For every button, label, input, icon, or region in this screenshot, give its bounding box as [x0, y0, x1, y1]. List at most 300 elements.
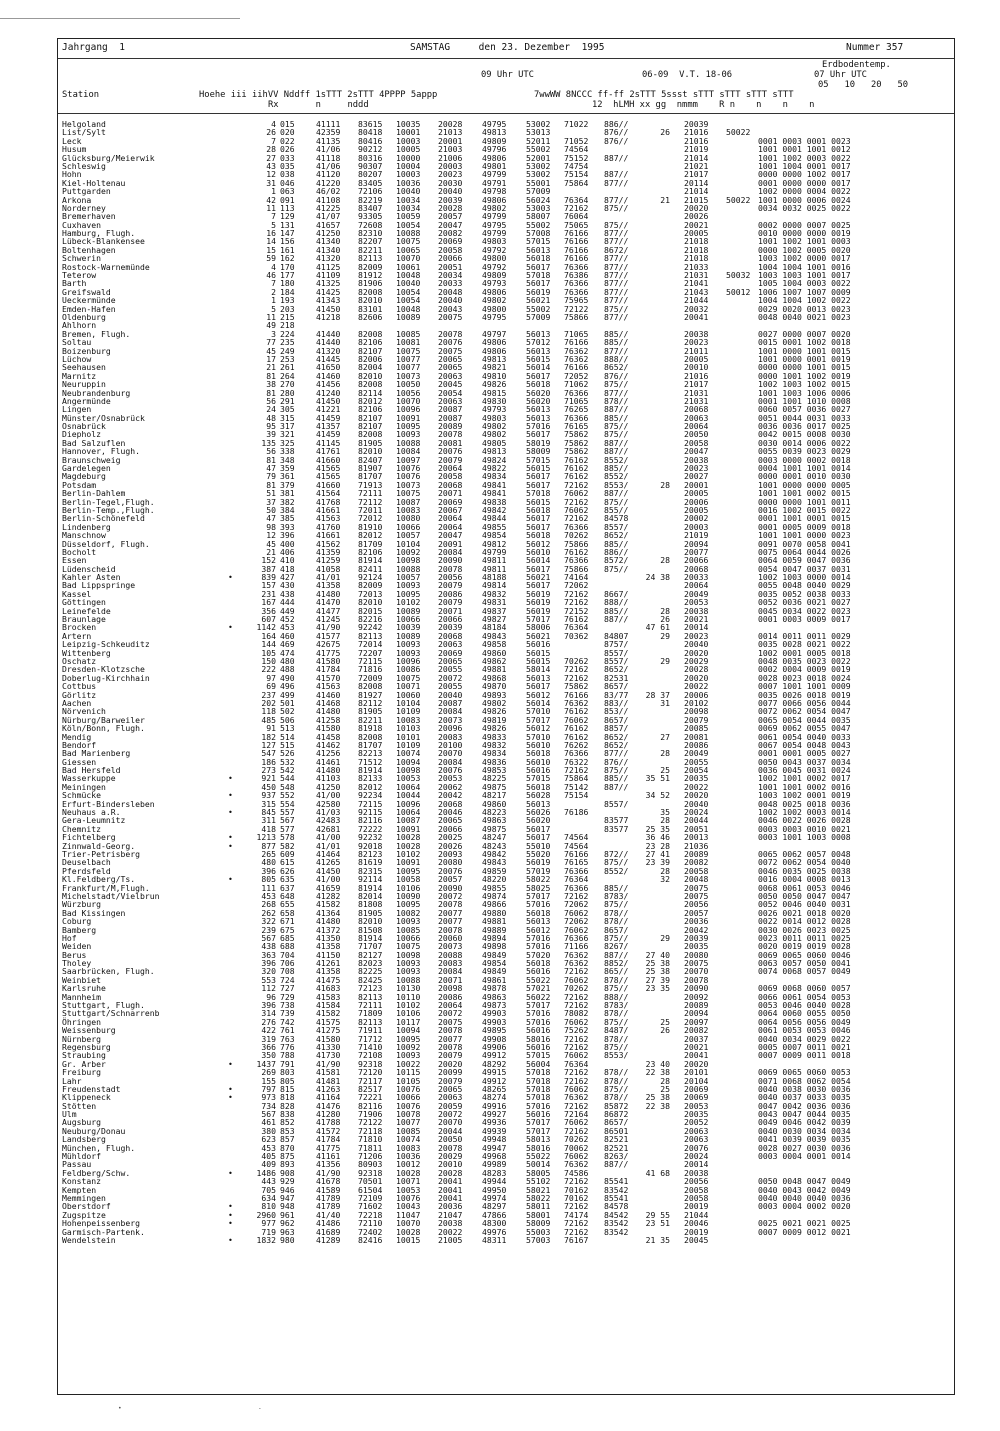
elevation: 27 [266, 152, 276, 163]
soil-temps: 0050 0043 0037 0034 [758, 756, 851, 767]
station-id: 091 [280, 194, 295, 205]
tendency: 57015 [526, 236, 551, 247]
cloud: 877// [604, 253, 629, 264]
gust: 41 68 [645, 1167, 670, 1178]
iihvv: 41577 [316, 630, 341, 641]
cloud: 885// [604, 773, 629, 784]
station-id: 180 [280, 278, 295, 289]
tendency: 57017 [526, 1117, 551, 1128]
pressure: 49813 [482, 127, 507, 138]
soil-temps: 0061 0053 0053 0046 [758, 1025, 851, 1036]
nddff: 82010 [358, 370, 383, 381]
mountain-marker: • [228, 1167, 233, 1178]
max-temp: 10090 [396, 890, 421, 901]
soil-temps: 0042 0015 0008 0030 [758, 429, 851, 440]
nddff: 81808 [358, 899, 383, 910]
pressure: 49906 [482, 1041, 507, 1052]
snow: 50012 [726, 286, 751, 297]
weather: 76366 [564, 412, 589, 423]
weather: 76322 [564, 756, 589, 767]
weather: 76166 [564, 848, 589, 859]
weather: 76166 [564, 228, 589, 239]
cloud: 878// [604, 1033, 629, 1044]
elevation: 164 [261, 630, 276, 641]
min-temp: 20087 [438, 697, 463, 708]
ground-temp: 20013 [684, 832, 709, 843]
max-temp: 10088 [396, 563, 421, 574]
iihvv: 42681 [316, 823, 341, 834]
station-id: 502 [280, 706, 295, 717]
mountain-marker: • [228, 807, 233, 818]
tendency: 56020 [526, 395, 551, 406]
cloud: 872// [604, 848, 629, 859]
ground-temp: 20094 [684, 1008, 709, 1019]
cloud: 8263/ [604, 1151, 629, 1162]
ground-temp: 20021 [684, 614, 709, 625]
max-temp: 10077 [396, 1117, 421, 1128]
gust: 34 52 [645, 790, 670, 801]
weather: 76362 [564, 353, 589, 364]
ground-temp: 20082 [684, 1025, 709, 1036]
ground-temp: 20064 [684, 580, 709, 591]
cloud: 875// [604, 303, 629, 314]
soil-temps: 0045 0034 0022 0023 [758, 605, 851, 616]
weather: 76165 [564, 421, 589, 432]
iihvv: 41460 [316, 689, 341, 700]
elevation: 405 [261, 1151, 276, 1162]
tendency: 50014 [526, 1159, 551, 1170]
tendency: 58022 [526, 874, 551, 885]
mountain-marker: • [228, 840, 233, 851]
iihvv: 42359 [316, 127, 341, 138]
nddff: 72111 [358, 1000, 383, 1011]
tendency: 57015 [526, 773, 551, 784]
nddff: 82010 [358, 916, 383, 927]
tendency: 56020 [526, 387, 551, 398]
station-name: Wendelstein [62, 1234, 116, 1245]
pressure: 49912 [482, 1050, 507, 1061]
tendency: 56020 [526, 815, 551, 826]
ground-temp: 21015 [684, 194, 709, 205]
iihvv: 41/01 [316, 572, 341, 583]
iihvv: 41/07 [316, 211, 341, 222]
max-temp: 10095 [396, 865, 421, 876]
nddff: 72009 [358, 672, 383, 683]
station-id: 026 [280, 144, 295, 155]
station-name: Helgoland [62, 119, 106, 129]
min-temp: 20082 [438, 228, 463, 239]
soil-temps: 0000 0000 1001 0015 [758, 362, 851, 373]
cloud: 8657/ [604, 681, 629, 692]
pressure: 48225 [482, 773, 507, 784]
station-id: 444 [280, 597, 295, 608]
station-id: 655 [280, 899, 295, 910]
iihvv: 41784 [316, 664, 341, 675]
ground-temp: 20049 [684, 588, 709, 599]
pressure: 49854 [482, 958, 507, 969]
max-temp: 10083 [396, 1142, 421, 1153]
weather: 75866 [564, 538, 589, 549]
iihvv: 41120 [316, 169, 341, 180]
tendency: 56012 [526, 538, 551, 549]
gust: 24 38 [645, 572, 670, 583]
min-temp: 20057 [438, 874, 463, 885]
iihvv: 41775 [316, 1142, 341, 1153]
weather: 76364 [564, 1058, 589, 1069]
max-temp: 10095 [396, 421, 421, 432]
elevation: 118 [261, 706, 276, 717]
tendency: 56017 [526, 261, 551, 272]
station-name: Konstanz [62, 1176, 101, 1187]
tendency: 57015 [526, 1050, 551, 1061]
min-temp: 21003 [438, 144, 463, 155]
weather: 70262 [564, 1134, 589, 1145]
soil-temps: 0003 0004 0002 0020 [758, 1201, 851, 1212]
station-name: Wasserkuppe [62, 773, 116, 784]
soil-temps: 1001 1001 0002 0015 [758, 488, 851, 499]
elevation: 977 [261, 1218, 276, 1229]
pressure: 49838 [482, 496, 507, 507]
pressure: 49854 [482, 530, 507, 541]
cloud: 83577 [604, 823, 629, 834]
station-id: 818 [280, 1092, 295, 1103]
mountain-marker: • [228, 790, 233, 801]
station-id: 264 [280, 370, 295, 381]
ground-temp: 21031 [684, 270, 709, 281]
min-temp: 20028 [438, 202, 463, 213]
date-label: SAMSTAG den 23. Dezember 1995 [410, 42, 605, 53]
soil-temps: 1001 0000 0001 0019 [758, 353, 851, 364]
soil-temps: 1003 1003 1001 0017 [758, 270, 851, 281]
elevation: 314 [261, 1008, 276, 1019]
elevation: 24 [266, 404, 276, 415]
max-temp: 10095 [396, 899, 421, 910]
min-temp: 21013 [438, 127, 463, 138]
tendency: 57018 [526, 488, 551, 499]
iihvv: 41565 [316, 463, 341, 474]
nddff: 92114 [358, 874, 383, 885]
station-name: Augsburg [62, 1117, 101, 1128]
min-temp: 20065 [438, 353, 463, 364]
mountain-marker: • [228, 1201, 233, 1212]
soil-temps: 0000 0001 0010 0030 [758, 471, 851, 482]
station-name: Bamberg [62, 924, 97, 935]
elevation: 805 [261, 874, 276, 885]
station-name: Bremerhaven [62, 211, 116, 222]
min-temp: 20068 [438, 798, 463, 809]
station-name: Münster/Osnabrück [62, 412, 145, 423]
elevation: 810 [261, 1201, 276, 1212]
mountain-marker: • [228, 572, 233, 583]
tendency: 56019 [526, 588, 551, 599]
pressure: 49939 [482, 1125, 507, 1136]
min-temp: 20088 [438, 949, 463, 960]
station-name: Tholey [62, 958, 92, 969]
cloud: 8783/ [604, 1000, 629, 1011]
tendency: 57017 [526, 614, 551, 625]
station-name: List/Sylt [62, 127, 106, 138]
min-temp: 20064 [438, 1000, 463, 1011]
pressure: 49813 [482, 446, 507, 457]
nddff: 82012 [358, 395, 383, 406]
cloud: 877// [604, 278, 629, 289]
pressure: 49860 [482, 798, 507, 809]
max-temp: 10064 [396, 781, 421, 792]
weather: 70262 [564, 530, 589, 541]
tendency: 57015 [526, 454, 551, 465]
pressure: 49849 [482, 949, 507, 960]
elevation: 49 [266, 320, 276, 331]
elevation: 268 [261, 899, 276, 910]
min-temp: 20028 [438, 1167, 463, 1178]
ground-temp: 20056 [684, 1176, 709, 1187]
iihvv: 41/90 [316, 1058, 341, 1069]
weather: 72164 [564, 1109, 589, 1120]
nddff: 82106 [358, 337, 383, 348]
ground-temp: 20037 [684, 1033, 709, 1044]
pressure: 49908 [482, 1033, 507, 1044]
weather: 74564 [564, 144, 589, 155]
tendency: 58022 [526, 1193, 551, 1203]
ground-temp: 20104 [684, 1075, 709, 1086]
max-temp: 10076 [396, 471, 421, 482]
max-temp: 10054 [396, 219, 421, 230]
elevation: 839 [261, 572, 276, 583]
ground-temp: 21044 [684, 1209, 709, 1220]
gust: 35 51 [645, 773, 670, 784]
station-id: 513 [280, 723, 295, 734]
weather: 72162 [564, 664, 589, 675]
elevation: 12 [266, 530, 276, 541]
tendency: 58007 [526, 211, 551, 222]
station-id: 338 [280, 446, 295, 457]
pressure: 49903 [482, 1016, 507, 1027]
min-temp: 20041 [438, 1184, 463, 1195]
weather: 76362 [564, 1092, 589, 1103]
soil-temps: 0028 0023 0018 0024 [758, 672, 851, 683]
min-temp: 20072 [438, 890, 463, 901]
tendency: 58021 [526, 1184, 551, 1195]
min-temp: 20010 [438, 1159, 463, 1170]
min-temp: 20089 [438, 421, 463, 432]
iihvv: 41564 [316, 488, 341, 499]
iihvv: 41265 [316, 857, 341, 868]
nddff: 82310 [358, 228, 383, 239]
mountain-marker: • [228, 1234, 233, 1245]
cloud: 876// [604, 756, 629, 767]
nddff: 82416 [358, 1234, 383, 1245]
cloud: 865// [604, 966, 629, 977]
pressure: 49989 [482, 1159, 507, 1170]
tendency: 58011 [526, 1201, 551, 1212]
weather: 70262 [564, 656, 589, 666]
min-temp: 20020 [438, 1058, 463, 1069]
cloud: 83/77 [604, 689, 629, 700]
soil-temps: 0023 0011 0011 0025 [758, 932, 851, 943]
min-temp: 20078 [438, 1041, 463, 1052]
station-table [58, 120, 954, 1244]
ground-temp: 20055 [684, 756, 709, 767]
station-column-header: Station [62, 90, 100, 100]
min-temp: 20098 [438, 983, 463, 994]
weather: 76062 [564, 924, 589, 935]
station-id: 688 [280, 941, 295, 952]
max-temp: 10028 [396, 1226, 421, 1237]
min-temp: 20065 [438, 362, 463, 373]
min-temp: 20078 [438, 1025, 463, 1036]
elevation: 38 [266, 379, 276, 390]
iihvv: 41582 [316, 899, 341, 910]
station-id: 348 [280, 454, 295, 465]
pressure: 49824 [482, 454, 507, 465]
elevation: 547 [261, 748, 276, 759]
max-temp: 10093 [396, 647, 421, 658]
station-id: 156 [280, 236, 295, 247]
weather: 70362 [564, 630, 589, 641]
station-name: Kassel [62, 588, 92, 599]
iihvv: 41565 [316, 471, 341, 482]
soil-temps: 1001 0000 1001 0015 [758, 345, 851, 356]
pressure: 48188 [482, 572, 507, 583]
ground-temp: 20033 [684, 572, 709, 583]
iihvv: 41481 [316, 1075, 341, 1086]
weather: 76166 [564, 362, 589, 373]
soil-temps: 0000 1001 1002 0019 [758, 370, 851, 381]
max-temp: 10130 [396, 983, 421, 994]
ground-temp: 20051 [684, 823, 709, 834]
iihvv: 41462 [316, 739, 341, 750]
elevation: 845 [261, 807, 276, 818]
tendency: 58009 [526, 1218, 551, 1229]
iihvv: 41325 [316, 278, 341, 289]
soil-temps: 0069 0068 0060 0057 [758, 983, 851, 994]
iihvv: 41/90 [316, 1167, 341, 1178]
max-temp: 10077 [396, 362, 421, 373]
elevation: 5 [271, 303, 276, 314]
iihvv: 41/90 [316, 622, 341, 633]
cloud: 878// [604, 1075, 629, 1086]
station-id: 815 [280, 1083, 295, 1094]
station-id: 184 [280, 286, 295, 297]
soil-temps: 1004 1004 1002 0022 [758, 295, 851, 306]
column-subcodes-right: 12 hLMH xx gg nmmm R n n n n [592, 100, 815, 110]
pressure: 49866 [482, 899, 507, 910]
ground-temp: 21018 [684, 253, 709, 264]
station-name: Bad Salzuflen [62, 437, 126, 448]
nddff: 72115 [358, 656, 383, 666]
station-id: 685 [280, 932, 295, 943]
tendency: 57017 [526, 1125, 551, 1136]
iihvv: 41340 [316, 244, 341, 255]
nddff: 81707 [358, 471, 383, 482]
ground-temp: 20085 [684, 723, 709, 734]
max-temp: 10057 [396, 572, 421, 583]
soil-temps: 0003 0000 0002 0018 [758, 454, 851, 465]
cloud: 8652/ [604, 530, 629, 541]
weather: 70262 [564, 983, 589, 994]
elevation: 96 [266, 991, 276, 1002]
station-id: 828 [280, 1100, 295, 1111]
elevation: 48 [266, 412, 276, 423]
max-temp: 10048 [396, 270, 421, 281]
tendency: 56015 [526, 463, 551, 474]
ground-temp: 21014 [684, 152, 709, 163]
ground-temp: 20023 [684, 630, 709, 641]
elevation: 877 [261, 840, 276, 851]
station-id: 763 [280, 1033, 295, 1044]
weather: 72162 [564, 1041, 589, 1052]
min-temp: 20077 [438, 1033, 463, 1044]
nddff: 82010 [358, 597, 383, 608]
elevation: 56 [266, 395, 276, 406]
ground-temp: 20078 [684, 974, 709, 985]
weather: 72152 [564, 605, 589, 616]
cloud: 8553/ [604, 1050, 629, 1061]
weather: 75864 [564, 773, 589, 784]
weather: 75866 [564, 563, 589, 574]
ground-temp: 20005 [684, 488, 709, 499]
header-rule [58, 58, 954, 59]
station-name: Berlin-Dahlem [62, 488, 126, 499]
ground-temp: 20063 [684, 412, 709, 423]
nddff: 90212 [358, 144, 383, 155]
iihvv: 41572 [316, 1125, 341, 1136]
soil-temps: 1003 1002 0001 0019 [758, 790, 851, 801]
elevation: 97 [266, 672, 276, 683]
iihvv: 41/40 [316, 1209, 341, 1220]
ground-temp: 20077 [684, 546, 709, 557]
elevation: 7 [271, 135, 276, 146]
weather: 75862 [564, 437, 589, 448]
ground-temp: 20058 [684, 437, 709, 448]
iihvv: 41570 [316, 672, 341, 683]
gust: 27 39 [645, 974, 670, 985]
soil-temps: 0034 0032 0025 0022 [758, 202, 851, 213]
min-temp: 20076 [438, 765, 463, 776]
tendency: 53002 [526, 160, 551, 171]
station-id: 961 [280, 1209, 295, 1220]
soil-temps: 0049 0046 0042 0039 [758, 1117, 851, 1128]
station-name: Norderney [62, 202, 106, 213]
tendency: 55020 [526, 848, 551, 859]
iihvv: 41259 [316, 555, 341, 566]
tendency: 55001 [526, 177, 551, 188]
ground-temp: 20038 [684, 1167, 709, 1178]
tendency: 53013 [526, 127, 551, 138]
station-name: Hannover, Flugh. [62, 446, 140, 457]
pressure: 49950 [482, 1184, 507, 1195]
tendency: 56021 [526, 295, 551, 306]
elevation: 734 [261, 1100, 276, 1111]
station-id: 554 [280, 798, 295, 809]
max-temp: 10093 [396, 639, 421, 650]
max-temp: 10022 [396, 1058, 421, 1069]
elevation: 320 [261, 966, 276, 977]
max-temp: 10087 [396, 496, 421, 507]
elevation: 2960 [256, 1209, 276, 1220]
iihvv: 41320 [316, 345, 341, 356]
iihvv: 41486 [316, 1218, 341, 1229]
max-temp: 10106 [396, 882, 421, 893]
soil-temps: 0040 0040 0040 0036 [758, 1193, 851, 1203]
station-name: Berlin-Tegel,Flugh. [62, 496, 155, 507]
min-temp: 20068 [438, 630, 463, 641]
weather: 75142 [564, 781, 589, 792]
mountain-marker: • [228, 1058, 233, 1069]
station-id: 727 [280, 983, 295, 994]
station-name: Diepholz [62, 429, 101, 440]
ground-temp: 20041 [684, 1050, 709, 1061]
